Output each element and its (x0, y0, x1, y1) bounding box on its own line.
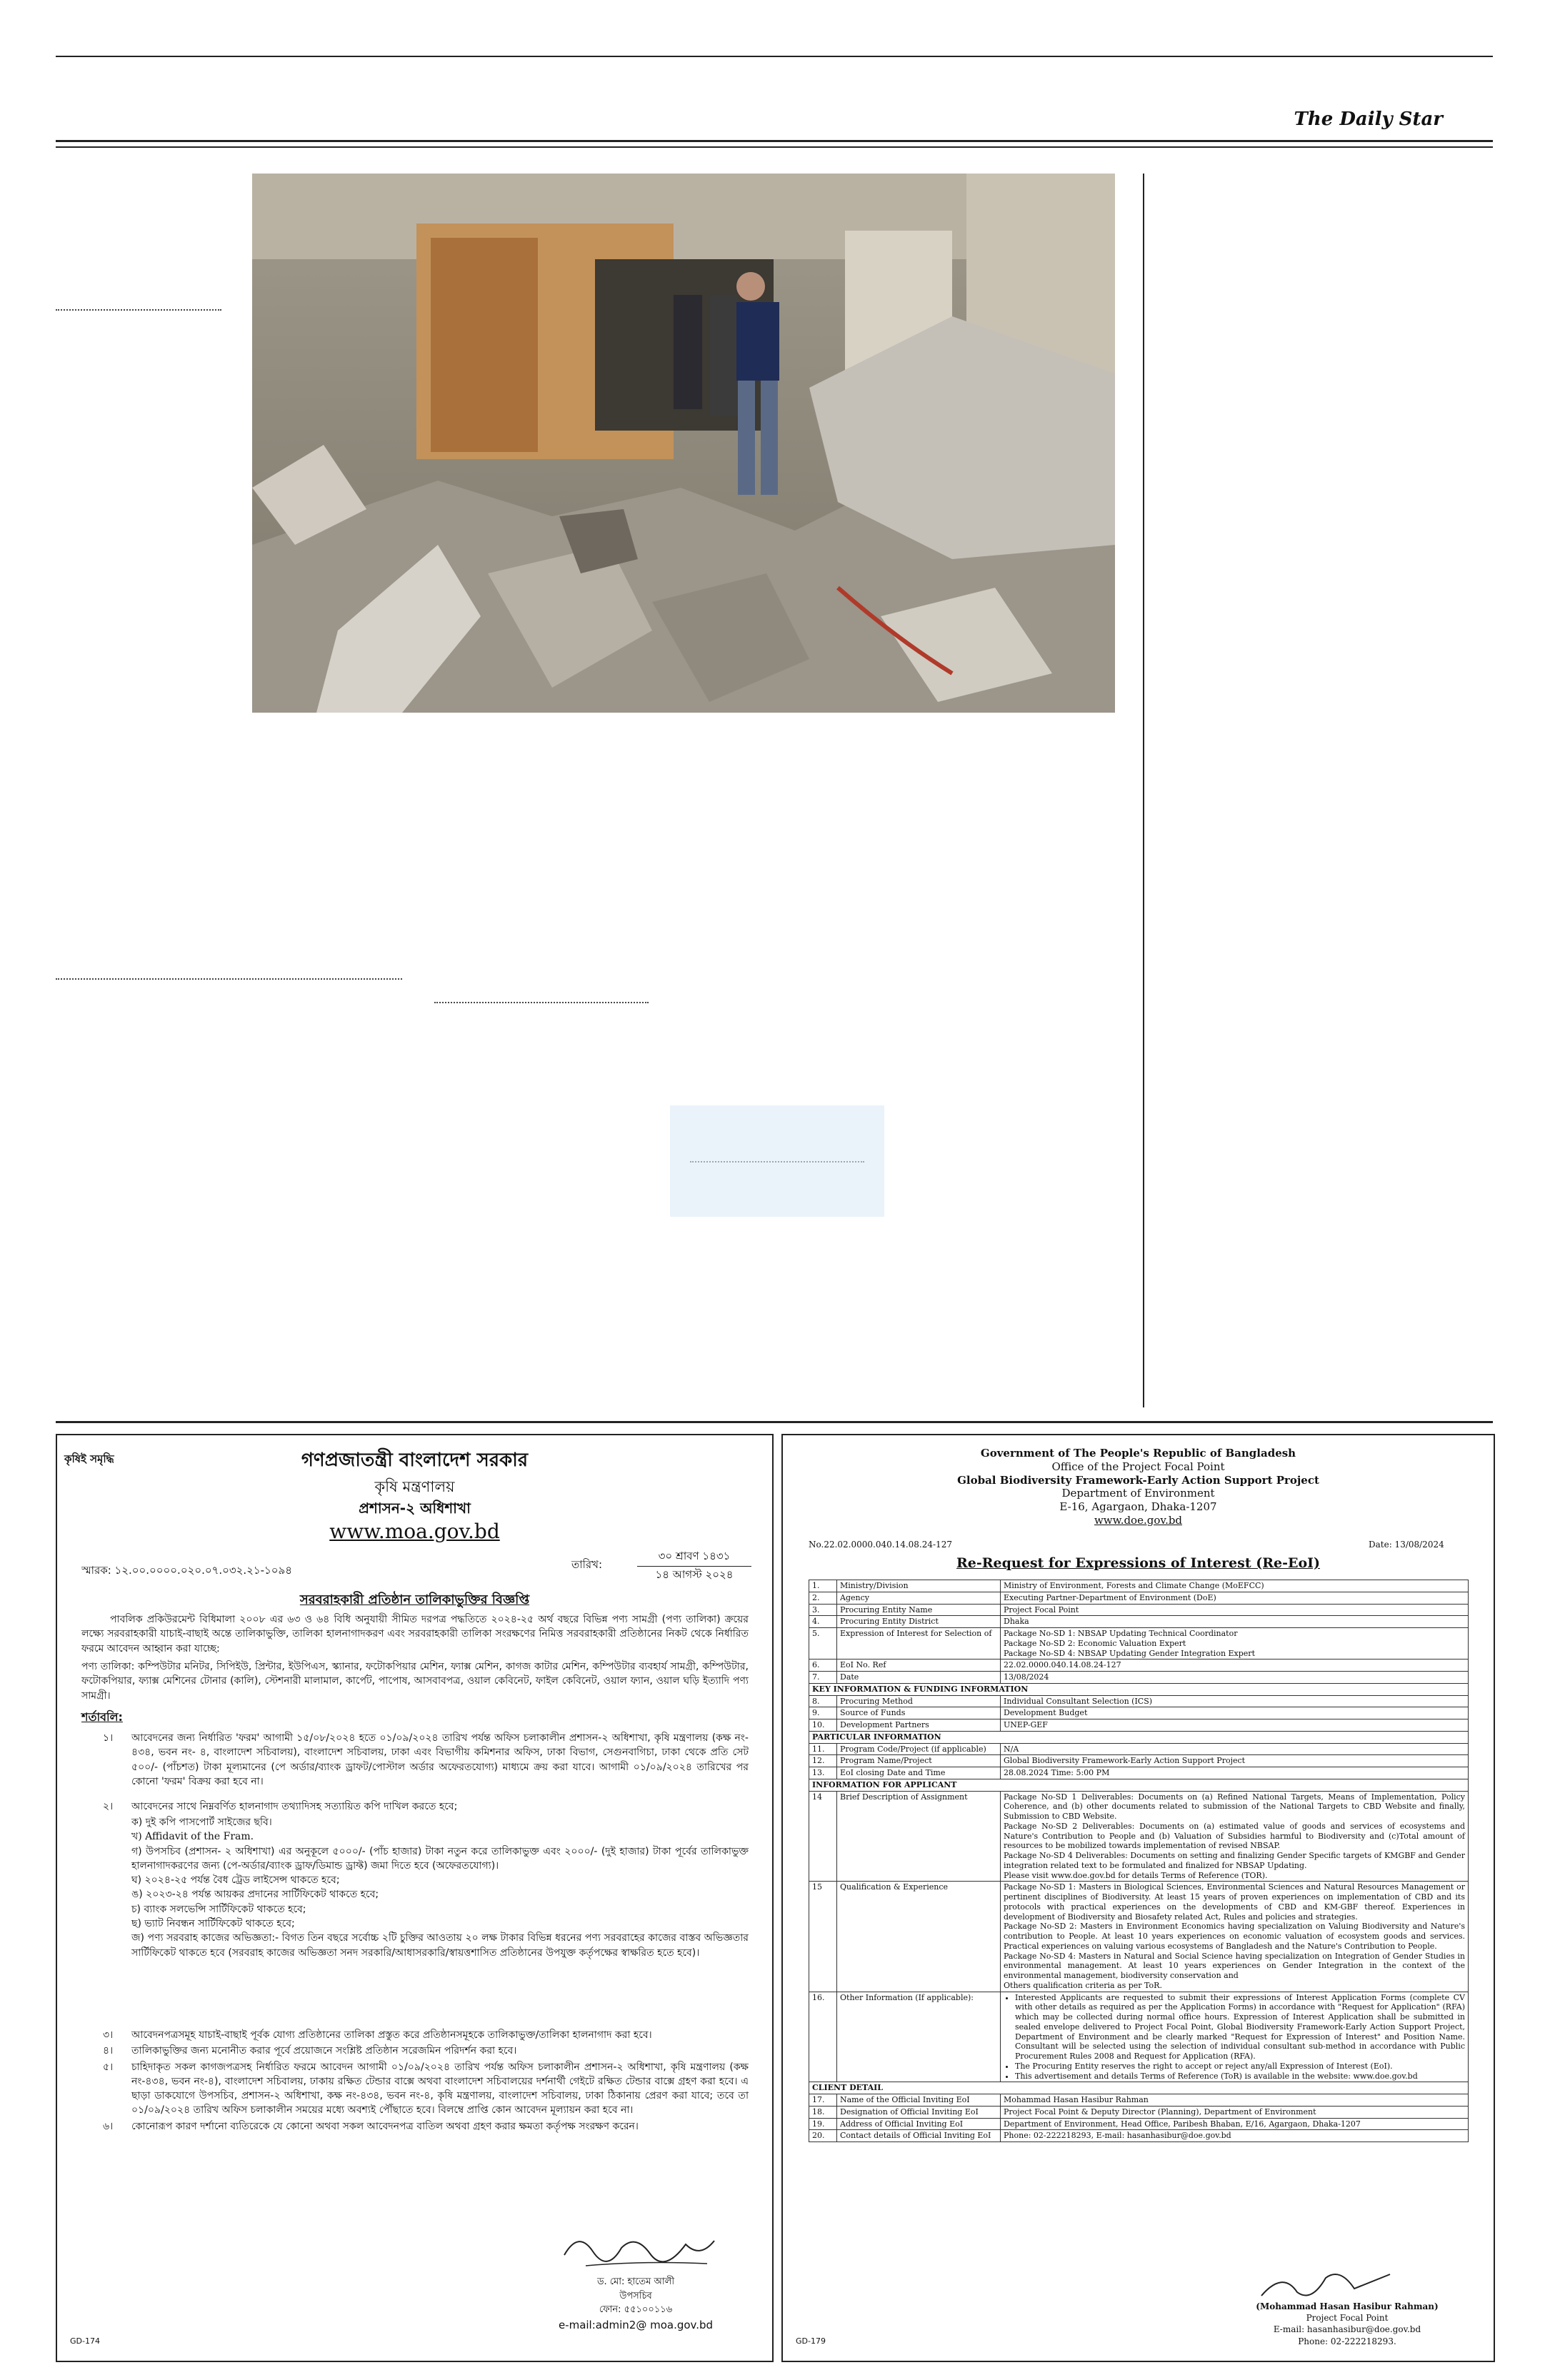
doe-header-line: Department of Environment (1061, 1487, 1215, 1500)
notice-intro: পাবলিক প্রকিউরমেন্ট বিধিমালা ২০০৮ এর ৬৩ ও ৬৪ বিধি অনুযায়ী সীমিত দরপত্র পদ্ধতিতে ২০২৪-২৫ অর্থ বছরে বিভিন্ন পণ্য সামগ্রী (পণ্য তালিকা) ক্রয়ের লক্ষ্যে সরবরাহকারী যাচাই-বাছাই অন্তে তালিকাভুক্তি, তালিকা হালনাগাদকরণ এবং সরবরাহকারী তালিকা সংরক্ষণের নিমিত্ত সরবরাহকারী প্রতিষ্ঠানের নিকট থেকে নির্ধারিত ফরমে আবেদন আহ্বান করা যাচ্ছে: (81, 1614, 749, 1655)
table-row (809, 1791, 1469, 1882)
table-row (809, 1604, 1469, 1616)
condition-number: ৪। (103, 2045, 114, 2057)
table-row (809, 1616, 1469, 1628)
sub-item: চ) ব্যাংক সলভেন্সি সার্টিফিকেট থাকতে হবে; (131, 1903, 306, 1915)
row-value: 13/08/2024 (1001, 1672, 1469, 1684)
condition-number: ৫। (103, 2061, 114, 2073)
signature-mark (1254, 2264, 1397, 2306)
table-row (809, 1719, 1469, 1732)
table-row (809, 2094, 1469, 2107)
signatory-phone: ফোন: ৫৫১০০১১৬ (599, 2304, 673, 2315)
signatory-title: উপসচিব (619, 2290, 652, 2301)
deliverable-text: Package No-SD 1 Deliverables: Documents on (a) Refined National Targets, Means of Implementation, Policy Coherence, and (b) other documents related to submission of the National Targets to CBD Website and finally, Submission to CBD Website. (1004, 1792, 1465, 1821)
top-rule (56, 56, 1493, 57)
row-number: 2. (809, 1592, 837, 1604)
date-label: তারিখ: (571, 1558, 603, 1571)
slogan: কৃষিই সমৃদ্ধি (64, 1452, 114, 1465)
row-number: 14 (809, 1791, 837, 1882)
deliverable-text: Package No-SD 2 Deliverables: Documents on (a) estimated value of goods and services of ecosystems and Nature's Contribution to People and (b) Valuation of Subsidies harmful to Biodiversity and (c)Total amount of resources to be mobilized towards implementation of revised NBSAP. (1004, 1821, 1465, 1851)
other-info-list (1004, 1993, 1465, 2082)
condition-text: চাহিদাকৃত সকল কাগজপত্রসহ নির্ধারিত ফরমে আবেদন আগামী ০১/০৯/২০২৪ তারিখ পর্যন্ত অফিস চলাকালীন প্রশাসন-২ অধিশাখা, কৃষি মন্ত্রণালয় (কক্ষ নং-৪৩৪, ভবন নং-৪), বাংলাদেশ সচিবালয়, ঢাকায় রক্ষিত টেন্ডার বাক্সে অথবা বাংলাদেশ সচিবালয়ের দর্শনার্থী গেইটে রক্ষিত টেন্ডার বাক্সে গ্রহণ করা হবে। এ ছাড়া ডাকযোগে উপসচিব, প্রশাসন-২ অধিশাখা, কক্ষ নং-৪৩৪, ভবন নং-৪, কৃষি মন্ত্রণালয়, বাংলাদেশ সচিবালয়, ঢাকা ঠিকানায় প্রেরণ করা যাবে; তবে তা ০১/০৯/২০২৪ তারিখ অফিস চলাকালীন সময়ের মধ্যে অবশ্যই পৌঁছাতে হবে। বিলম্বে প্রাপ্তি কোন আবেদন মূল্যায়ন করা হবে না। (131, 2061, 749, 2117)
table-row (809, 1695, 1469, 1707)
signatory-title: Project Focal Point (1306, 2313, 1389, 2324)
doe-eoi-notice (781, 1434, 1495, 2362)
condition-number: ৬। (103, 2120, 114, 2132)
sub-item: গ) উপসচিব (প্রশাসন- ২ অধিশাখা) এর অনুকূলে ৫০০০/- (পাঁচ হাজার) টাকা নতুন করে তালিকাভুক্ত এবং ২০০০/- (দুই হাজার) টাকা পূর্বের তালিকাভুক্ত হালনাগাদকরণের জন্য (পে-অর্ডার/ব্যাংক ড্রাফ/ডিমান্ড ড্রাফ্ট) জমা দিতে হবে (অফেরতযোগ্য)। (131, 1845, 749, 1872)
condition-item (81, 1731, 749, 1789)
signatory-name: ড. মো: হাতেম আলী (596, 2276, 675, 2287)
row-key: Procuring Entity District (837, 1616, 1001, 1628)
row-number: 1. (809, 1580, 837, 1592)
condition-text: আবেদনের সাথে নিম্নবর্ণিত হালনাগাদ তথ্যাদিসহ সত্যায়িত কপি দাখিল করতে হবে; (131, 1801, 458, 1812)
row-number: 12. (809, 1755, 837, 1767)
sub-item: ঘ) ২০২৪-২৫ পর্যন্ত বৈধ ট্রেড লাইসেন্স থাকতে হবে; (131, 1874, 340, 1887)
row-key: Development Partners (837, 1719, 1001, 1732)
row-number: 18. (809, 2106, 837, 2118)
row-value: Package No-SD 1: NBSAP Updating Technical Coordinator Package No-SD 2: Economic Valuation Expert Package No-SD 4: NBSAP Updating Gender Integration Expert (1001, 1628, 1469, 1660)
eoi-table (809, 1580, 1469, 2142)
row-value: Ministry of Environment, Forests and Climate Change (MoEFCC) (1001, 1580, 1469, 1592)
row-value: Individual Consultant Selection (ICS) (1001, 1695, 1469, 1707)
row-number: 15 (809, 1882, 837, 1992)
row-key: Designation of Official Inviting EoI (837, 2106, 1001, 2118)
govt-title: গণপ্রজাতন্ত্রী বাংলাদেশ সরকার (301, 1450, 529, 1471)
condition-number: ১। (103, 1732, 114, 1744)
moa-tender-notice (56, 1434, 774, 2362)
sub-item: জ) পণ্য সরবরাহ কাজের অভিজ্ঞতা:- বিগত তিন বছরে সর্বোচ্চ ২টি চুক্তির আওতায় ২০ লক্ষ টাকার বিভিন্ন ধরনের পণ্য সরবরাহের কাজের বাস্তব অভিজ্ঞতার সার্টিফিকেট থাকতে হবে (সরবরাহ কাজের অভিজ্ঞতা সনদ সরকারি/আধাসরকারি/স্বায়ত্তশাসিত প্রতিষ্ঠানের উপযুক্ত কর্তৃপক্ষের স্বাক্ষরিত হতে হবে)। (131, 1932, 749, 1959)
news-photo (252, 174, 1115, 713)
doe-signatory-block (1211, 2301, 1483, 2347)
table-row (809, 1882, 1469, 1992)
row-key: Expression of Interest for Selection of (837, 1628, 1001, 1660)
blank-ad-line (690, 1161, 864, 1163)
moa-website-link[interactable]: www.moa.gov.bd (329, 1520, 500, 1543)
column-divider-dotted (56, 978, 402, 980)
sub-item: ঙ) ২০২৩-২৪ পর্যন্ত আয়কর প্রদানের সার্টিফিকেট থাকতে হবে; (131, 1889, 379, 1901)
table-row (809, 1992, 1469, 2082)
more-conditions (81, 2028, 749, 2134)
row-number: 17. (809, 2094, 837, 2107)
condition-item (81, 2028, 749, 2042)
table-row (809, 1755, 1469, 1767)
row-value (1001, 1992, 1469, 2082)
table-row (809, 2118, 1469, 2130)
ads-top-rule (56, 1421, 1493, 1423)
notice-title: সরবরাহকারী প্রতিষ্ঠান তালিকাভুক্তির বিজ্ঞপ্তি (299, 1592, 530, 1607)
header-rule-1 (56, 140, 1493, 142)
conditions-title: শর্তাবলি: (81, 1710, 123, 1724)
section-heading: INFORMATION FOR APPLICANT (809, 1779, 1469, 1791)
condition-number: ২। (103, 1801, 114, 1812)
table-row (809, 1592, 1469, 1604)
row-value: N/A (1001, 1743, 1469, 1755)
table-row (809, 1767, 1469, 1779)
doe-header-line: Government of The People's Republic of Bangladesh (980, 1447, 1296, 1460)
row-value: Project Focal Point & Deputy Director (Planning), Department of Environment (1001, 2106, 1469, 2118)
column-rule (1143, 174, 1144, 1407)
section-heading: CLIENT DETAIL (809, 2082, 1469, 2094)
row-key: Ministry/Division (837, 1580, 1001, 1592)
signatory-email: e-mail:admin2@ moa.gov.bd (558, 2318, 714, 2331)
deliverable-text: Please visit www.doe.gov.bd for details Terms of Reference (TOR). (1004, 1870, 1268, 1880)
condition-text: কোনোরূপ কারণ দর্শানো ব্যতিরেকে যে কোনো অথবা সকল আবেদনপত্র বাতিল অথবা গ্রহণ করার ক্ষমতা কর্তৃপক্ষ সংরক্ষণ করেন। (131, 2120, 639, 2132)
row-key: EoI No. Ref (837, 1660, 1001, 1672)
section-heading: KEY INFORMATION & FUNDING INFORMATION (809, 1683, 1469, 1695)
wing-name: প্রশাসন-২ অধিশাখা (359, 1500, 471, 1517)
row-number: 13. (809, 1767, 837, 1779)
row-number: 8. (809, 1695, 837, 1707)
gd-code: GD-179 (796, 2336, 826, 2346)
row-key: Name of the Official Inviting EoI (837, 2094, 1001, 2107)
column-divider-dotted (56, 309, 221, 311)
row-key: Source of Funds (837, 1707, 1001, 1719)
row-key: Other Information (If applicable): (837, 1992, 1001, 2082)
signatory-block (514, 2275, 757, 2333)
row-number: 16. (809, 1992, 837, 2082)
signatory-name: (Mohammad Hasan Hasibur Rahman) (1256, 2301, 1439, 2311)
table-row (809, 1580, 1469, 1592)
row-key: EoI closing Date and Time (837, 1767, 1001, 1779)
row-key: Procuring Method (837, 1695, 1001, 1707)
doe-website-link[interactable]: www.doe.gov.bd (1094, 1513, 1183, 1527)
row-number: 3. (809, 1604, 837, 1616)
signature-mark (557, 2226, 721, 2276)
masthead: The Daily Star (1294, 109, 1443, 130)
doe-header-line: E-16, Agargaon, Dhaka-1207 (1059, 1500, 1217, 1513)
deliverable-text: Package No-SD 4 Deliverables: Documents on setting and finalizing Gender Specific targets of KMGBF and Gender integration related text to be formulated and finalized for NBSAP Updating. (1004, 1851, 1465, 1870)
qualification-text: Package No-SD 2: Masters in Environment Economics having specialization on Valuing Biodiversity and Nature's contribution to People. At least 10 years experiences on economic valuation of ecosystem goods and services. Practical experiences on valuing various ecosystems of Bangladesh and the Nature's Contribution to People. (1004, 1922, 1465, 1951)
row-value: Project Focal Point (1001, 1604, 1469, 1616)
qualification-text: Package No-SD 4: Masters in Natural and Social Science having specialization on Integration of Gender Studies in environmental management. At least 10 years experiences on Gender Integration in the context of the environmental management, biodiversity conservation and (1004, 1951, 1465, 1980)
row-key: Qualification & Experience (837, 1882, 1001, 1992)
date-bangla: ৩০ শ্রাবণ ১৪৩১ (637, 1548, 751, 1567)
row-number: 19. (809, 2118, 837, 2130)
row-value: 22.02.0000.040.14.08.24-127 (1001, 1660, 1469, 1672)
row-key: Procuring Entity Name (837, 1604, 1001, 1616)
row-number: 9. (809, 1707, 837, 1719)
eoi-table-wrap (809, 1580, 1469, 2142)
doe-header (783, 1447, 1494, 1527)
row-number: 20. (809, 2130, 837, 2142)
row-number: 10. (809, 1719, 837, 1732)
other-info-item: • This advertisement and details Terms of Reference (ToR) is available in the website: www.doe.gov.bd (1015, 2072, 1465, 2082)
rubble-photo-image (252, 174, 1115, 713)
row-value: Department of Environment, Head Office, Paribesh Bhaban, E/16, Agargaon, Dhaka-1207 (1001, 2118, 1469, 2130)
sub-item: ছ) ভ্যাট নিবন্ধন সার্টিফিকেট থাকতে হবে; (131, 1918, 295, 1930)
section-row (809, 2082, 1469, 2094)
row-number: 5. (809, 1628, 837, 1660)
row-value: Executing Partner-Department of Environment (DoE) (1001, 1592, 1469, 1604)
blank-ad-box (670, 1105, 884, 1217)
other-info-item: • Interested Applicants are requested to submit their expressions of Interest Application Forms (complete CV with other details as required as per the Application Forms) in accordance with "Request for Application" (RFA) which may be collected during normal office hours. Expression of Interest Application shall be submitted in sealed envelope delivered to Project Focal Point, Global Biodiversity Framework-Early Action Support Project, Department of Environment and be clearly marked "Request for Expression of Interest" and Position Name. Consultant will be selected using the selection of individual consultant sub-method in accordance with Public Procurement Rules 2008 and Request for Application (RFA). (1015, 1993, 1465, 2062)
condition-item (81, 2119, 749, 2134)
condition-item (81, 1799, 749, 1814)
row-number: 11. (809, 1743, 837, 1755)
row-key: Brief Description of Assignment (837, 1791, 1001, 1882)
section-row (809, 1731, 1469, 1743)
table-row (809, 1660, 1469, 1672)
other-info-item: • The Procuring Entity reserves the right to accept or reject any/all Expression of Interest (EoI). (1015, 2062, 1465, 2072)
signatory-email: E-mail: hasanhasibur@doe.gov.bd (1273, 2324, 1421, 2335)
row-value (1001, 1791, 1469, 1882)
section-row (809, 1779, 1469, 1791)
row-key: Date (837, 1672, 1001, 1684)
condition-item (81, 2060, 749, 2118)
eoi-date: Date: 13/08/2024 (1369, 1540, 1444, 1550)
column-divider-dotted (434, 1002, 649, 1003)
row-value: 28.08.2024 Time: 5:00 PM (1001, 1767, 1469, 1779)
qualification-text: Package No-SD 1: Masters in Biological Sciences, Environmental Sciences and Natural Resources Management or pertinent disciplines of Biodiversity. At least 15 years of proven experiences on implementation of CBD and its protocols with practical experiences on the developments of CBD and KM-GBF thereof. Experiences in development of Biodiversity and Biosafety related Act, Rules and policies and strategies. (1004, 1882, 1465, 1922)
row-number: 6. (809, 1660, 837, 1672)
table-row (809, 2106, 1469, 2118)
row-value (1001, 1882, 1469, 1992)
section-row (809, 1683, 1469, 1695)
sub-item: ক) দুই কপি পাসপোর্ট সাইজের ছবি। (131, 1817, 272, 1828)
ministry-name: কৃষি মন্ত্রণালয় (374, 1478, 455, 1495)
gd-code: GD-174 (70, 2336, 100, 2346)
signatory-phone: Phone: 02-222218293. (1298, 2336, 1396, 2346)
table-row (809, 1707, 1469, 1719)
sub-items (131, 1815, 749, 1960)
eoi-memo: No.22.02.0000.040.14.08.24-127 (809, 1540, 952, 1550)
product-list: পণ্য তালিকা: কম্পিউটার মনিটর, সিপিইউ, প্রিন্টার, ইউপিএস, স্ক্যানার, ফটোকপিয়ার মেশিন, ফ্যাক্স মেশিন, কাগজ কাটার মেশিন, কম্পিউটার ব্যবহার্য সামগ্রী, কম্পিউটার, ফটোকপিয়ার, ফ্যাক্স মেশিনের টোনার (কালি), স্টেশনারী মালামাল, কার্পেট, পাপোষ, আসবাবপত্র, ওয়াল কেবিনেট, ফাইল কেবিনেট, ওয়াল ফ্যান, ওয়াল ঘড়ি ইত্যাদি পণ্য সামগ্রী। (81, 1661, 749, 1702)
row-value: Global Biodiversity Framework-Early Action Support Project (1001, 1755, 1469, 1767)
section-heading: PARTICULAR INFORMATION (809, 1731, 1469, 1743)
condition-item (81, 2044, 749, 2058)
condition-text: আবেদনপত্রসমূহ যাচাই-বাছাই পূর্বক যোগ্য প্রতিষ্ঠানের তালিকা প্রস্তুত করে প্রতিষ্ঠানসমূহকে তালিকাভুক্ত/তালিকা হালনাগাদ করা হবে। (131, 2029, 652, 2041)
table-row (809, 2130, 1469, 2142)
condition-text: তালিকাভুক্তির জন্য মনোনীত করার পূর্বে প্রয়োজনে সংশ্লিষ্ট প্রতিষ্ঠান সরেজমিন পরিদর্শন করা হবে। (131, 2045, 517, 2057)
doe-header-line: Office of the Project Focal Point (1051, 1460, 1225, 1473)
row-key: Program Name/Project (837, 1755, 1001, 1767)
row-value: Mohammad Hasan Hasibur Rahman (1001, 2094, 1469, 2107)
table-row (809, 1672, 1469, 1684)
table-row (809, 1743, 1469, 1755)
doe-header-line: Global Biodiversity Framework-Early Action Support Project (957, 1473, 1319, 1487)
row-key: Address of Official Inviting EoI (837, 2118, 1001, 2130)
row-value: UNEP-GEF (1001, 1719, 1469, 1732)
row-key: Contact details of Official Inviting EoI (837, 2130, 1001, 2142)
row-number: 4. (809, 1616, 837, 1628)
sub-item: খ) Affidavit of the Fram. (131, 1831, 254, 1843)
memo-number: স্মারক: ১২.০০.০০০০.০২০.০৭.০৩২.২১-১০৯৪ (81, 1564, 292, 1577)
row-value: Dhaka (1001, 1616, 1469, 1628)
qualification-text: Others qualification criteria as per ToR. (1004, 1980, 1162, 1990)
row-key: Agency (837, 1592, 1001, 1604)
condition-number: ৩। (103, 2029, 114, 2041)
row-value: Development Budget (1001, 1707, 1469, 1719)
row-number: 7. (809, 1672, 837, 1684)
date-english: ১৪ আগস্ট ২০২৪ (655, 1568, 734, 1581)
row-key: Program Code/Project (if applicable) (837, 1743, 1001, 1755)
eoi-title: Re-Request for Expressions of Interest (Re-EoI) (956, 1555, 1320, 1571)
condition-text: আবেদনের জন্য নির্ধারিত 'ফরম' আগামী ১৫/০৮/২০২৪ হতে ০১/০৯/২০২৪ তারিখ পর্যন্ত অফিস চলাকালীন প্রশাসন-২ অধিশাখা, কৃষি মন্ত্রণালয় (কক্ষ নং- ৪৩৪, ভবন নং- ৪, বাংলাদেশ সচিবালয়), বাংলাদেশ সচিবালয়, ঢাকা এবং বিভাগীয় কমিশনার অফিস, ঢাকা বিভাগ, সেগুনবাগিচা, ঢাকা থেকে প্রতি সেট ৫০০/- (পাঁচশত) টাকা মূল্যমানের (পে অর্ডার/ব্যাংক ড্রাফট/পোস্টাল অর্ডার অফেরতযোগ্য) মাধ্যমে ক্রয় করা যাবে। আগামী ০১/০৯/২০২৪ তারিখের পর কোনো 'ফরম' বিক্রয় করা হবে না। (131, 1732, 749, 1787)
table-row (809, 1628, 1469, 1660)
header-rule-2 (56, 146, 1493, 148)
row-value: Phone: 02-222218293, E-mail: hasanhasibur@doe.gov.bd (1001, 2130, 1469, 2142)
